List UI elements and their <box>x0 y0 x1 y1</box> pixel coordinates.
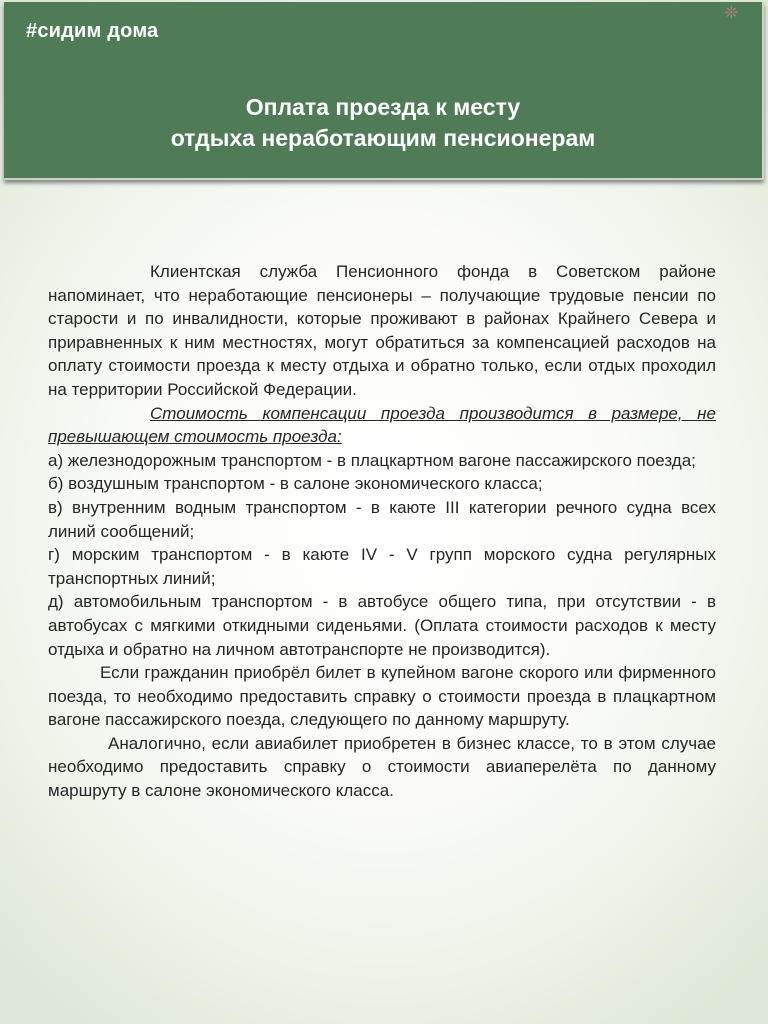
list-item: д) автомобильным транспортом - в автобусе общего типа, при отсутствии - в автобусах с мягкими откидными сиденьями. (Оплата стоимости расходов к месту отдыха и обратно на личном автотранспорте не производится). <box>48 592 716 659</box>
page-title <box>4 92 762 154</box>
emphasis-text: Стоимость компенсации проезда производится в размере, не превышающем стоимость проезда: <box>48 403 716 447</box>
emphasis-paragraph <box>48 402 716 449</box>
list-item: б) воздушным транспортом - в салоне экономического класса; <box>48 474 543 494</box>
list-item: в) внутренним водным транспортом - в каюте III категории речного судна всех линий сообщений; <box>48 497 716 541</box>
list-item: г) морским транспортом - в каюте IV - V групп морского судна регулярных транспортных линий; <box>48 545 716 588</box>
list-item: а) железнодорожным транспортом - в плацкартном вагоне пассажирского поезда; <box>48 450 696 470</box>
flower-icon: ❊ <box>724 5 738 22</box>
header-banner <box>4 2 764 180</box>
article-body <box>48 260 716 803</box>
air-paragraph: Аналогично, если авиабилет приобретен в бизнес классе, то в этом случае необходимо предоставить справку о стоимости авиаперелёта по данному маршруту в салоне экономического класса. <box>48 733 716 801</box>
intro-paragraph: Клиентская служба Пенсионного фонда в Советском районе напоминает, что неработающие пенсионеры – получающие трудовые пенсии по старости и по инвалидности, которые проживают в районах Крайнего Севера и приравненных к ним местностях, могут обратиться за компенсацией расходов на оплату стоимости проезда к месту отдыха и обратно только, если отдых проходил на территории Российской Федерации. <box>48 262 716 399</box>
hashtag-label: #сидим дома <box>26 20 159 42</box>
train-paragraph: Если гражданин приобрёл билет в купейном вагоне скорого или фирменного поезда, то необходимо предоставить справку о стоимости проезда в плацкартном вагоне пассажирского поезда, следующего по данному маршруту. <box>48 663 716 730</box>
page-title-line-1: Оплата проезда к месту <box>245 94 521 120</box>
page-title-line-2: отдыха неработающим пенсионерам <box>170 125 596 151</box>
